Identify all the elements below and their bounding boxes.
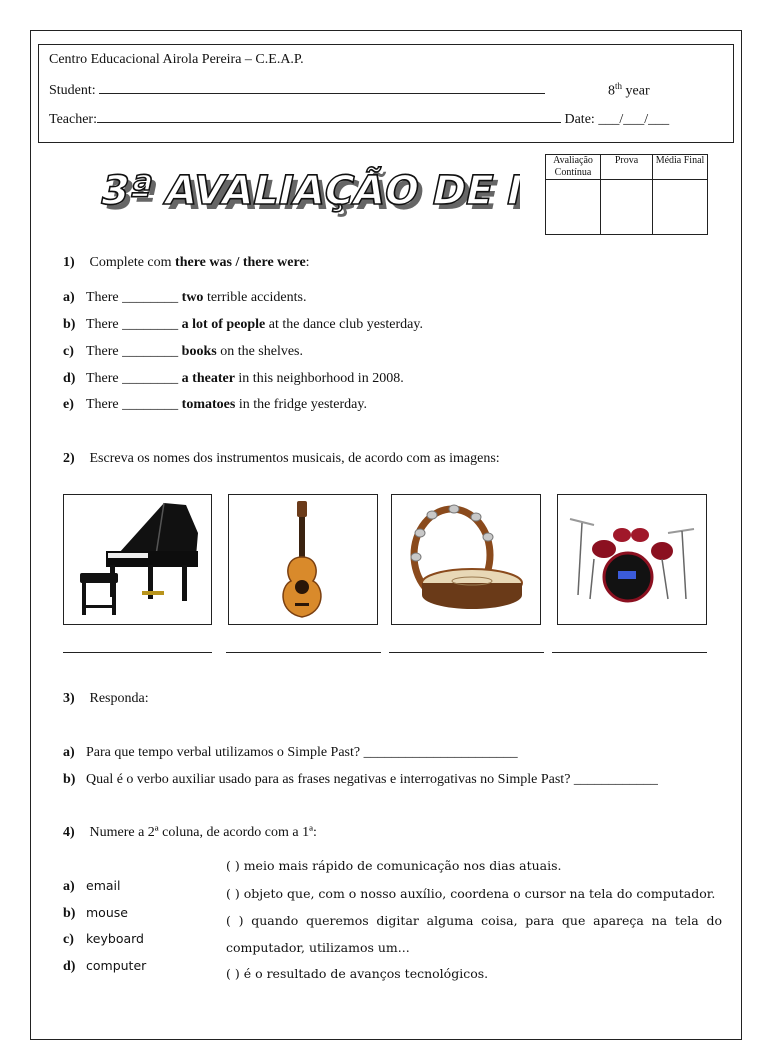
q4-col1-item (63, 931, 144, 948)
teacher-field (49, 110, 669, 128)
item-bold: a theater (181, 371, 235, 386)
answer-line-2[interactable] (226, 652, 381, 653)
q4-heading (63, 825, 317, 841)
q2-number: 2) (63, 451, 75, 466)
item-text: mouse (86, 905, 128, 920)
grade-col-prova: Prova (601, 155, 653, 180)
item-end: in the fridge yesterday. (235, 397, 367, 412)
q1-item (63, 317, 423, 333)
grade-number: 8 (608, 83, 615, 99)
item-text[interactable]: Qual é o verbo auxiliar usado para as frases negativas e interrogativas no Simple Past? ____________ (86, 772, 658, 787)
q1-item (63, 371, 404, 387)
answer-line-1[interactable] (63, 652, 212, 653)
guitar-icon (229, 495, 377, 624)
grade-cell-media[interactable] (653, 180, 708, 235)
q3-number: 3) (63, 691, 75, 706)
date-label: Date: (564, 112, 595, 127)
item-bold: tomatoes (181, 397, 236, 412)
q4-col1-item (63, 958, 146, 975)
q2-text: Escreva os nomes dos instrumentos musicais, de acordo com as imagens: (89, 451, 500, 466)
item-letter: a) (63, 290, 75, 305)
item-start[interactable]: There ________ (86, 317, 182, 332)
q1-suffix: : (305, 255, 310, 270)
guitar-image (228, 494, 378, 625)
piano-icon (64, 495, 211, 624)
grade-table (545, 154, 708, 235)
item-text: email (86, 878, 121, 893)
item-letter: d) (63, 959, 76, 974)
item-letter: a) (63, 879, 75, 894)
school-name: Centro Educacional Airola Pereira – C.E.A.P. (49, 52, 304, 67)
title-text: 3ª AVALIAÇÃO DE INGLÊS (100, 166, 520, 214)
student-field (49, 81, 545, 99)
item-start[interactable]: There ________ (86, 397, 182, 412)
teacher-input-line[interactable] (97, 110, 561, 123)
item-letter: e) (63, 397, 74, 412)
grade-word: year (625, 83, 650, 99)
q4-col2-item[interactable]: ( ) quando queremos digitar alguma coisa, para que apareça na tela do computador, utilizamos um... (226, 913, 722, 955)
tambourine-icon (392, 495, 540, 624)
grade-col-media: Média Final (653, 155, 708, 180)
q1-number: 1) (63, 255, 75, 270)
q1-item (63, 397, 367, 413)
grade-year (608, 81, 650, 100)
student-input-line[interactable] (99, 81, 545, 94)
grade-cell-continua[interactable] (546, 180, 601, 235)
item-letter: c) (63, 932, 74, 947)
item-end: on the shelves. (216, 344, 304, 359)
title-shadow: 3ª AVALIAÇÃO DE INGLÊS (101, 171, 520, 219)
item-end: in this neighborhood in 2008. (234, 371, 404, 386)
q3-item (63, 745, 518, 761)
q4-col2-item[interactable]: ( ) objeto que, com o nosso auxílio, coordena o cursor na tela do computador. (226, 886, 716, 901)
q1-bold: there was / there were (175, 255, 306, 270)
q4-col2-item[interactable]: ( ) é o resultado de avanços tecnológicos. (226, 966, 489, 981)
item-bold: books (181, 344, 217, 359)
q4-col1-item (63, 905, 128, 922)
q4-col2-item[interactable]: ( ) meio mais rápido de comunicação nos dias atuais. (226, 858, 562, 873)
answer-line-4[interactable] (552, 652, 707, 653)
item-text: keyboard (86, 931, 144, 946)
item-end: terrible accidents. (203, 290, 307, 305)
item-start[interactable]: There ________ (86, 371, 182, 386)
exam-title (100, 160, 520, 220)
student-label: Student: (49, 83, 96, 98)
item-letter: b) (63, 906, 76, 921)
item-start[interactable]: There ________ (86, 344, 182, 359)
item-bold: two (181, 290, 204, 305)
q3-heading (63, 691, 149, 707)
answer-line-3[interactable] (389, 652, 544, 653)
item-letter: d) (63, 371, 76, 386)
item-letter: a) (63, 745, 75, 760)
q4-col1-item (63, 878, 120, 895)
teacher-label: Teacher: (49, 112, 97, 127)
date-blank[interactable]: ___/___/___ (598, 112, 670, 127)
item-start[interactable]: There ________ (86, 290, 182, 305)
q3-text: Responda: (89, 691, 149, 706)
item-text[interactable]: Para que tempo verbal utilizamos o Simple Past? ______________________ (86, 745, 518, 760)
exam-title-graphic (100, 160, 520, 220)
q1-item (63, 344, 303, 360)
grade-cell-prova[interactable] (601, 180, 653, 235)
q4-text: Numere a 2ª coluna, de acordo com a 1ª: (89, 825, 317, 840)
grade-suffix: th (615, 81, 623, 91)
q2-heading (63, 451, 500, 467)
q3-item (63, 772, 658, 788)
q1-item (63, 290, 306, 306)
drum-kit-icon (558, 495, 706, 624)
item-letter: b) (63, 317, 76, 332)
item-letter: c) (63, 344, 74, 359)
tambourine-image (391, 494, 541, 625)
q1-prefix: Complete com (89, 255, 176, 270)
drum-kit-image (557, 494, 707, 625)
q4-number: 4) (63, 825, 75, 840)
item-end: at the dance club yesterday. (265, 317, 423, 332)
item-bold: a lot of people (181, 317, 266, 332)
q1-heading (63, 255, 310, 271)
grand-piano-image (63, 494, 212, 625)
item-text: computer (86, 958, 147, 973)
item-letter: b) (63, 772, 76, 787)
grade-col-continua: Avaliação Contínua (546, 155, 601, 180)
